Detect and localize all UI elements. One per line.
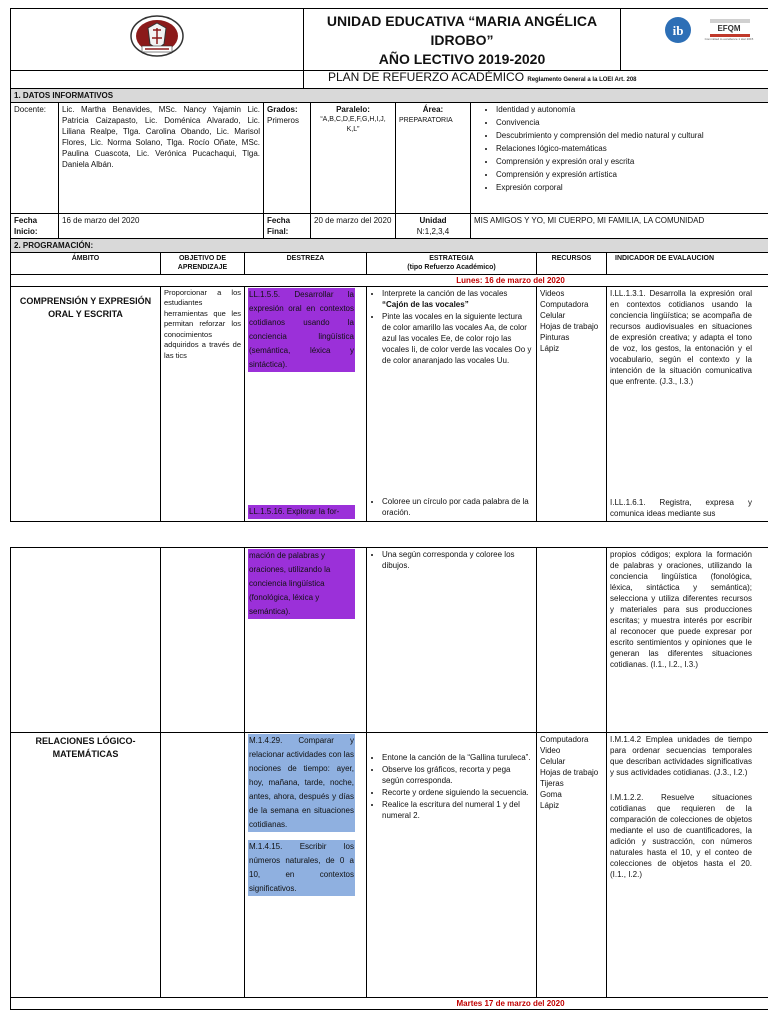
estrategia-item: • Interprete la canción de las vocales “Cajón de las vocales”	[382, 288, 533, 310]
area-item: • Comprensión y expresión artística	[496, 169, 768, 180]
area-cell	[396, 102, 471, 213]
docente-label: Docente:	[11, 102, 59, 213]
destreza-lengua-2-end: mación de palabras y oraciones, utilizando la conciencia lingüística (fonológica, léxica y semántica).	[248, 549, 355, 619]
recurso-item: Lápiz	[540, 343, 560, 353]
area-value: PREPARATORIA	[399, 116, 453, 124]
plan-title-blank	[11, 71, 304, 88]
svg-text:ib: ib	[672, 23, 684, 38]
estrategia-item: • Observe los gráficos, recorta y pega según corresponda.	[382, 764, 533, 786]
column-header-objetivo: OBJETIVO DE APRENDIZAJE	[161, 252, 245, 274]
recurso-item: Hojas de trabajo	[540, 321, 599, 331]
recursos-lengua-cont	[537, 548, 607, 733]
areas-list-cell	[471, 102, 768, 213]
destreza-matematicas-2: M.1.4.15. Escribir los números naturales, de 0 a 10, en contextos significativos.	[248, 840, 355, 896]
unidad-description: MIS AMIGOS Y YO, MI CUERPO, MI FAMILIA, LA COMUNIDAD	[471, 213, 768, 238]
paralelo-cell	[311, 102, 396, 213]
estrategia-title: “Cajón de las vocales”	[382, 299, 469, 309]
column-header-recursos: RECURSOS	[537, 252, 607, 274]
ambito-lengua-cont	[11, 548, 161, 733]
recurso-item: Celular	[540, 310, 566, 320]
estrategia-matematicas-cell	[367, 733, 537, 998]
estrategia-lengua-cell	[367, 286, 537, 521]
area-item: • Relaciones lógico-matemáticas	[496, 143, 768, 154]
efqm-label: EFQM	[717, 24, 741, 33]
estrategia-item: • Una según corresponda y coloree los dibujos.	[382, 549, 533, 571]
area-label: Área:	[422, 104, 444, 114]
area-item: • Convivencia	[496, 117, 768, 128]
recursos-lengua-cell	[537, 286, 607, 521]
column-header-estrategia	[367, 252, 537, 274]
plan-title-table	[10, 71, 768, 89]
docente-value: Lic. Martha Benavides, MSc. Nancy Yajamin Lic. Patricia Caizapasto, Lic. Doménica Alvarado, Lic. Liliana Realpe, Tlga. Carolina Obando, Lic. Marisol Flores, Lic. Norma Solano, Tlga. Rocío Oñate, MSc. Paulina Cuascota, Lic. Verónica Pucachaqui, Tlga. Daniela Albán.	[59, 102, 264, 213]
fecha-inicio-label: Fecha Inicio:	[11, 213, 59, 238]
school-title-cell	[304, 9, 621, 71]
estrategia-lengua-list-2	[370, 496, 533, 519]
estrategia-lengua-cont-cell	[367, 548, 537, 733]
estrategia-lengua-list-3	[370, 549, 533, 571]
document-page-2	[10, 547, 768, 1018]
efqm-subtitle: Committed to excellence 1 star 2015	[704, 37, 754, 41]
recurso-item: Lápiz	[540, 801, 560, 810]
school-crest-icon	[128, 14, 186, 58]
ambito-lengua: COMPRENSIÓN Y EXPRESIÓN ORAL Y ESCRITA	[11, 286, 161, 521]
programacion-table-page-2	[10, 547, 768, 1010]
unidad-label: Unidad	[419, 215, 447, 225]
school-year: AÑO LECTIVO 2019-2020	[378, 51, 546, 67]
column-header-destreza: DESTREZA	[245, 252, 367, 274]
estrategia-item: • Recorte y ordene siguiendo la secuencia.	[382, 787, 533, 798]
recurso-item: Celular	[540, 757, 566, 766]
indicador-lengua-cont-cell	[607, 548, 768, 733]
estrategia-matematicas-list	[370, 752, 533, 821]
paralelo-label: Paralelo:	[336, 104, 370, 114]
day-prefix: Lunes:	[456, 275, 483, 285]
recurso-item: Tijeras	[540, 779, 564, 788]
recursos-matematicas-cell	[537, 733, 607, 998]
estrategia-item: • Entone la canción de la “Gallina turuleca”.	[382, 752, 533, 763]
indicador-lengua-cell	[607, 286, 768, 521]
grados-label: Grados:	[267, 104, 298, 114]
objetivo-lengua: Proporcionar a los estudiantes herramientas que les permitan reforzar los conocimientos adquiridos a través de las tics	[161, 286, 245, 521]
estrategia-header-sub: (tipo Refuerzo Académico)	[407, 263, 496, 271]
certification-logos-cell	[621, 9, 768, 71]
fecha-final-label: Fecha Final:	[264, 213, 311, 238]
recurso-item: Pinturas	[540, 332, 570, 342]
indicador-lengua-1: I.LL.1.3.1. Desarrolla la expresión oral en contextos cotidianos usando la conciencia lingüística; se acompaña de recursos audiovisuales en situaciones de expresión creativa; y adapta el tono de voz, los gestos, la entonación y el vocabulario, según el contexto y la intención de la situación comunicativa que enfrente. (J.3., I.3.)	[610, 288, 752, 386]
plan-regulation: Reglamento General a la LOEI Art. 208	[527, 77, 637, 83]
recurso-item: Goma	[540, 790, 562, 799]
area-item: • Expresión corporal	[496, 182, 768, 193]
unidad-cell	[396, 213, 471, 238]
indicador-lengua-2-end: propios códigos; explora la formación de palabras y oraciones, utilizando la conciencia lingüística (fonológica, léxica, sintáctica y semántica); selecciona y utiliza diferentes recursos y materiales para sus producciones escritas; y muestra interés por escribir al reconocer que puede expresar por escrito sentimientos y opiniones que le generan las diferentes situaciones cotidianas. (I.1., I.2., I.3.)	[610, 550, 752, 669]
destreza-matematicas-cell	[245, 733, 367, 998]
area-item: • Identidad y autonomía	[496, 104, 768, 115]
recurso-item: Hojas de trabajo	[540, 768, 599, 777]
indicador-matematicas-2: I.M.1.2.2. Resuelve situaciones cotidianas que requieren de la comparación de colecciones de objetos mediante el uso de cuantificadores, la adición y sustracción, con números naturales hasta el 10, y el conteo de colecciones de objetos hasta el 20. (I.1., I.2.)	[610, 793, 752, 879]
estrategia-item: • Realice la escritura del numeral 1 y del numeral 2.	[382, 799, 533, 821]
indicador-matematicas-cell	[607, 733, 768, 998]
datos-informativos-table	[10, 89, 768, 239]
day-label-lunes	[11, 274, 768, 286]
day-label-martes: Martes 17 de marzo del 2020	[11, 998, 768, 1010]
estrategia-item: • Pinte las vocales en la siguiente lectura de color amarillo las vocales Aa, de color azul las vocales Ee, de color rojo las vocales Ii, de color verde las vocales Oo y de color anaranjado las vocales Uu.	[382, 311, 533, 366]
destreza-lengua-1: LL.1.5.5. Desarrollar la expresión oral en contextos cotidianos usando la conciencia lingüística (semántica, léxica y sintáctica).	[248, 288, 355, 372]
recurso-item: Computadora	[540, 735, 589, 744]
recurso-item: Computadora	[540, 299, 589, 309]
efqm-logo	[698, 19, 760, 41]
destreza-lengua-cont-cell	[245, 548, 367, 733]
estrategia-item: • Coloree un círculo por cada palabra de la oración.	[382, 496, 533, 518]
plan-title-cell	[304, 71, 768, 88]
area-item: • Comprensión y expresión oral y escrita	[496, 156, 768, 167]
areas-list	[474, 104, 768, 193]
section-2-title: 2. PROGRAMACIÓN:	[11, 239, 768, 253]
estrategia-header-label: ESTRATEGIA	[429, 254, 474, 262]
ambito-matematicas: RELACIONES LÓGICO-MATEMÁTICAS	[11, 733, 161, 998]
grados-value: Primeros	[267, 115, 300, 125]
objetivo-matematicas	[161, 733, 245, 998]
destreza-matematicas-1: M.1.4.29. Comparar y relacionar actividades con las nociones de tiempo: ayer, hoy, mañana, tarde, noche, antes, ahora, después y días de la semana en situaciones cotidianas.	[248, 734, 355, 832]
indicador-matematicas-1: I.M.1.4.2 Emplea unidades de tiempo para ordenar secuencias temporales que describan actividades significativas y sus actividades cotidianas. (J.3., I.2.)	[610, 735, 752, 777]
destreza-lengua-2-start: LL.1.5.16. Explorar la for-	[248, 505, 355, 519]
fecha-final-value: 20 de marzo del 2020	[311, 213, 396, 238]
estrategia-lengua-list	[370, 288, 533, 366]
grados-cell	[264, 102, 311, 213]
unidad-value: N:1,2,3,4	[416, 226, 450, 236]
document-page-1	[10, 8, 768, 522]
column-header-ambito: ÁMBITO	[11, 252, 161, 274]
ib-logo-icon	[664, 16, 692, 44]
school-crest-cell	[11, 9, 304, 71]
plan-title: PLAN DE REFUERZO ACADÉMICO	[328, 70, 525, 84]
destreza-lengua-cell	[245, 286, 367, 521]
header-table	[10, 8, 768, 71]
column-header-indicador: INDICADOR DE EVALAUCION	[607, 252, 768, 274]
paralelo-value: “A,B,C,D,E,F,G,H,I,J, K,L”	[320, 115, 386, 133]
section-1-title: 1. DATOS INFORMATIVOS	[11, 89, 768, 103]
objetivo-lengua-cont	[161, 548, 245, 733]
recurso-item: Video	[540, 746, 561, 755]
school-name: UNIDAD EDUCATIVA “MARIA ANGÉLICA IDROBO”	[326, 13, 598, 48]
day-date: 16 de marzo del 2020	[482, 275, 565, 285]
fecha-inicio-value: 16 de marzo del 2020	[59, 213, 264, 238]
programacion-table-page-1	[10, 239, 768, 522]
recurso-item: Videos	[540, 288, 565, 298]
area-item: • Descubrimiento y comprensión del medio natural y cultural	[496, 130, 768, 141]
indicador-lengua-2-start: I.LL.1.6.1. Registra, expresa y comunica ideas mediante sus	[610, 497, 752, 518]
